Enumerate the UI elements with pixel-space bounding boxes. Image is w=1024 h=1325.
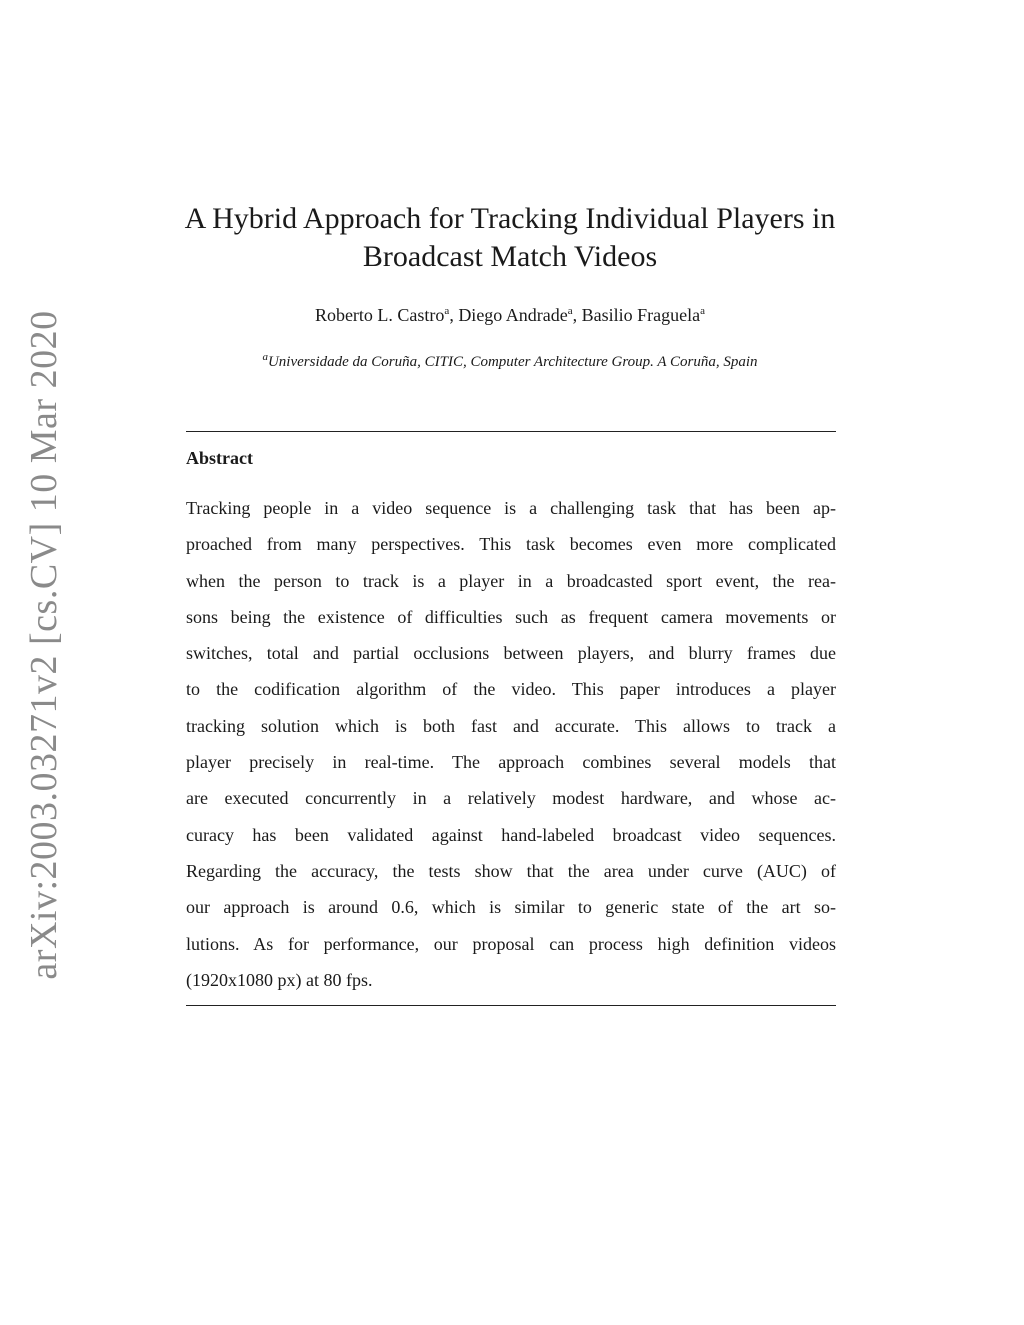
affiliation-mark: a bbox=[262, 351, 268, 363]
affiliation-mark: a bbox=[567, 305, 573, 317]
abstract-line: curacy has been validated against hand-labeled broadcast video sequences. bbox=[186, 824, 836, 845]
abstract-line: (1920x1080 px) at 80 fps. bbox=[186, 969, 373, 990]
abstract-line: our approach is around 0.6, which is similar to generic state of the art so- bbox=[186, 897, 836, 918]
title-line-2: Broadcast Match Videos bbox=[362, 240, 658, 273]
abstract-top-rule bbox=[186, 431, 836, 432]
affiliation bbox=[160, 352, 860, 372]
paper-title bbox=[160, 200, 860, 276]
abstract-line: proached from many perspectives. This task becomes even more complicated bbox=[186, 534, 836, 555]
abstract-heading: Abstract bbox=[186, 448, 253, 468]
abstract-line: when the person to track is a player in a broadcasted sport event, the rea- bbox=[186, 570, 836, 591]
author-name: Roberto L. Castro bbox=[314, 305, 445, 325]
abstract-line: sons being the existence of difficulties such as frequent camera movements or bbox=[186, 606, 836, 627]
author-list: Roberto L. Castro$^a$, Diego Andrade$^a$, Basilio Fraguela$^a$ bbox=[314, 305, 706, 325]
arxiv-identifier: arXiv:2003.03271v2 [cs.CV] 10 Mar 2020 bbox=[23, 310, 65, 980]
abstract-line: lutions. As for performance, our proposal can process high definition videos bbox=[186, 933, 836, 954]
abstract-line: player precisely in real-time. The approach combines several models that bbox=[186, 752, 836, 773]
abstract-body bbox=[186, 490, 836, 998]
affiliation-mark: a bbox=[444, 305, 450, 317]
abstract-line: are executed concurrently in a relatively modest hardware, and whose ac- bbox=[186, 788, 836, 809]
affiliation-mark: a bbox=[700, 305, 706, 317]
abstract-line: Tracking people in a video sequence is a challenging task that has been ap- bbox=[186, 498, 836, 518]
title-line-1: A Hybrid Approach for Tracking Individual Players in bbox=[184, 202, 836, 235]
abstract-line: switches, total and partial occlusions between players, and blurry frames due bbox=[186, 643, 836, 664]
abstract-line: tracking solution which is both fast and accurate. This allows to track a bbox=[186, 715, 836, 736]
abstract-bottom-rule bbox=[186, 1005, 836, 1006]
author-name: Basilio Fraguela bbox=[581, 305, 701, 325]
abstract-line: to the codification algorithm of the video. This paper introduces a player bbox=[186, 679, 836, 700]
affiliation-text: Universidade da Coruña, CITIC, Computer Architecture Group. A Coruña, Spain bbox=[267, 354, 758, 370]
author-name: Diego Andrade bbox=[458, 305, 568, 325]
abstract-line: Regarding the accuracy, the tests show that the area under curve (AUC) of bbox=[186, 860, 836, 881]
